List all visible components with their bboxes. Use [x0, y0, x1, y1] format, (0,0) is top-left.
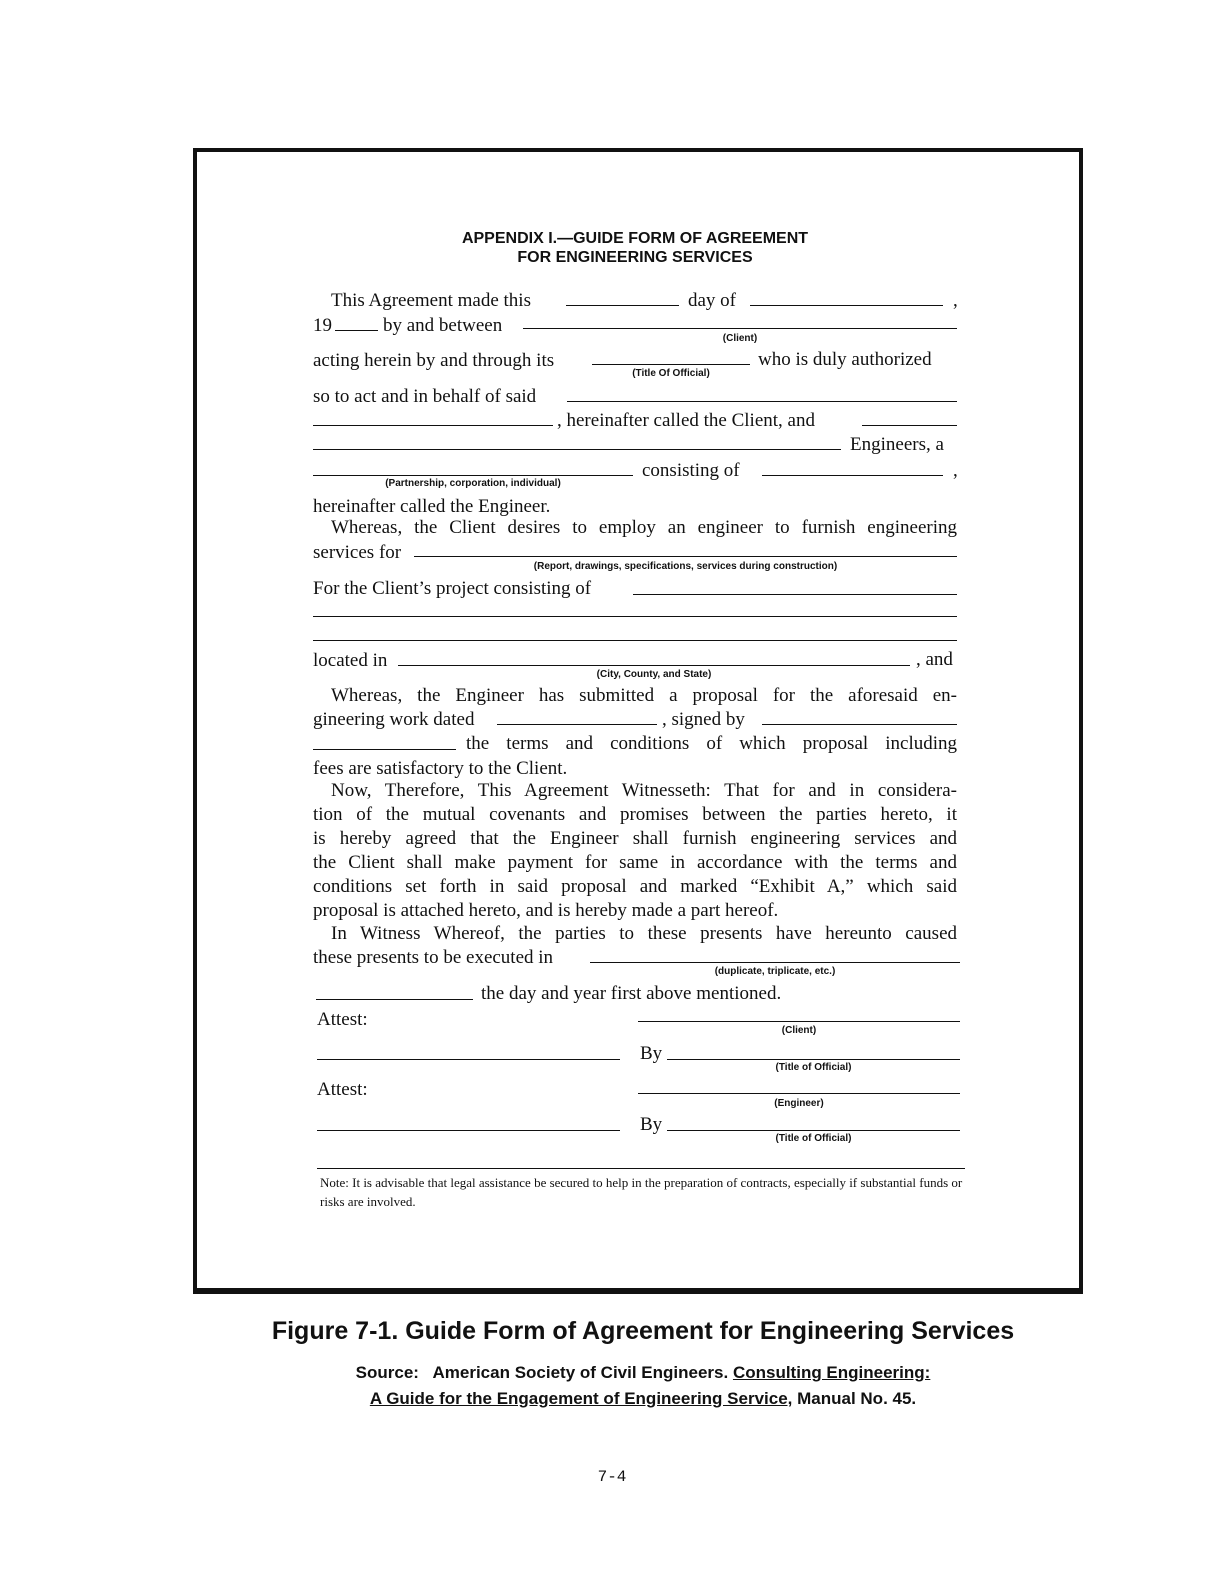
called-client-text: , hereinafter called the Client, and: [557, 410, 815, 431]
project-field-3[interactable]: [313, 640, 957, 641]
day-year-text: the day and year first above mentioned.: [481, 983, 782, 1004]
source-org: American Society of Civil Engineers.: [432, 1363, 729, 1382]
client-official-field[interactable]: [667, 1059, 960, 1060]
agreement-made-text: This Agreement made this: [331, 290, 531, 311]
client-caption: (Client): [722, 333, 758, 344]
engineer-official-field[interactable]: [667, 1130, 960, 1131]
called-engineer-text: hereinafter called the Engineer.: [313, 496, 551, 517]
engineer-official-caption: (Title of Official): [775, 1133, 852, 1144]
located-in-text: located in: [313, 650, 388, 671]
client-signature-caption: (Client): [781, 1025, 817, 1036]
attest-label-2: Attest:: [317, 1079, 368, 1100]
year-prefix-text: 19: [313, 315, 332, 336]
partnership-field[interactable]: [313, 475, 633, 476]
witnesseth-text-5: conditions set forth in said proposal and marked “Exhibit A,” which said: [313, 876, 957, 897]
services-for-text: services for: [313, 542, 402, 563]
services-caption: (Report, drawings, specifications, services during construction): [533, 561, 838, 572]
comma-text: ,: [953, 290, 958, 311]
legal-note: Note: It is advisable that legal assistance be secured to help in the preparation of contracts, especially if substantial funds or risks are involved.: [320, 1175, 963, 1209]
consisting-of-text: consisting of: [642, 460, 740, 481]
client-official-caption: (Title of Official): [775, 1062, 852, 1073]
engineers-text: Engineers, a: [850, 434, 944, 455]
title-official-caption: (Title Of Official): [632, 368, 710, 379]
executed-field[interactable]: [590, 962, 960, 963]
engineer-signature-field[interactable]: [638, 1093, 960, 1094]
terms-text: the terms and conditions of which proposal including: [466, 733, 957, 754]
appendix-subtitle: FOR ENGINEERING SERVICES: [517, 249, 753, 266]
client-field[interactable]: [523, 328, 957, 329]
project-text: For the Client’s project consisting of: [313, 578, 592, 599]
title-official-field[interactable]: [592, 364, 750, 365]
by-label-2: By: [640, 1114, 663, 1135]
witnesseth-text-4: the Client shall make payment for same in accordance with the terms and: [313, 852, 957, 873]
attest-signature-field-1[interactable]: [317, 1059, 620, 1060]
whereas-client-text: Whereas, the Client desires to employ an engineer to furnish engineering: [331, 517, 957, 538]
engineer-name-field[interactable]: [862, 425, 957, 426]
month-field[interactable]: [750, 305, 943, 306]
figure-source-line1: [193, 1362, 1093, 1384]
copies-field[interactable]: [316, 999, 473, 1000]
signed-by-field[interactable]: [762, 724, 957, 725]
figure-title: Figure 7-1. Guide Form of Agreement for Engineering Services: [271, 1317, 1015, 1345]
by-label-1: By: [640, 1043, 663, 1064]
duly-authorized-text: who is duly authorized: [758, 349, 932, 370]
witnesseth-text-1: Now, Therefore, This Agreement Witnesseth: That for and in considera-: [331, 780, 957, 801]
attest-label-1: Attest:: [317, 1009, 368, 1030]
witnesseth-text-3: is hereby agreed that the Engineer shall furnish engineering services and: [313, 828, 957, 849]
behalf-field[interactable]: [567, 401, 957, 402]
signer-field[interactable]: [313, 749, 456, 750]
page-number: 7-4: [597, 1468, 627, 1486]
date-field[interactable]: [497, 724, 657, 725]
year-field[interactable]: [335, 330, 378, 331]
location-caption: (City, County, and State): [596, 669, 712, 680]
engineer-signature-caption: (Engineer): [774, 1098, 824, 1109]
signed-by-text: , signed by: [662, 709, 745, 730]
day-field[interactable]: [566, 305, 679, 306]
comma-text-2: ,: [953, 460, 958, 481]
work-dated-text: gineering work dated: [313, 709, 475, 730]
client-name-field[interactable]: [313, 425, 553, 426]
behalf-text: so to act and in behalf of said: [313, 386, 537, 407]
consisting-field[interactable]: [762, 475, 943, 476]
and-text: , and: [916, 649, 953, 670]
project-field-2[interactable]: [313, 616, 957, 617]
witnesseth-text-2: tion of the mutual covenants and promises between the parties hereto, it: [313, 804, 957, 825]
project-field[interactable]: [633, 594, 957, 595]
attest-signature-field-2[interactable]: [317, 1130, 620, 1131]
partnership-caption: (Partnership, corporation, individual): [385, 478, 561, 489]
location-field[interactable]: [398, 665, 910, 666]
source-book-title-1: Consulting Engineering:: [732, 1363, 931, 1382]
in-witness-text: In Witness Whereof, the parties to these presents have hereunto caused: [331, 923, 957, 944]
source-manual: Manual No. 45.: [797, 1389, 917, 1408]
day-of-text: day of: [688, 290, 737, 311]
note-divider: [317, 1168, 965, 1169]
figure-source-line2: [193, 1388, 1093, 1410]
acting-through-text: acting herein by and through its: [313, 350, 555, 371]
client-signature-field[interactable]: [638, 1021, 960, 1022]
source-label: Source:: [355, 1363, 419, 1382]
witnesseth-text-6: proposal is attached hereto, and is hereby made a part hereof.: [313, 900, 779, 921]
fees-text: fees are satisfactory to the Client.: [313, 758, 568, 779]
executed-in-text: these presents to be executed in: [313, 947, 554, 968]
whereas-engineer-text: Whereas, the Engineer has submitted a proposal for the aforesaid en-: [331, 685, 957, 706]
source-book-title-2: A Guide for the Engagement of Engineering Service,: [369, 1389, 793, 1408]
services-field[interactable]: [414, 556, 957, 557]
by-and-between-text: by and between: [383, 315, 503, 336]
duplicate-caption: (duplicate, triplicate, etc.): [714, 966, 836, 977]
appendix-title: APPENDIX I.—GUIDE FORM OF AGREEMENT: [461, 230, 809, 247]
engineers-field[interactable]: [313, 449, 841, 450]
